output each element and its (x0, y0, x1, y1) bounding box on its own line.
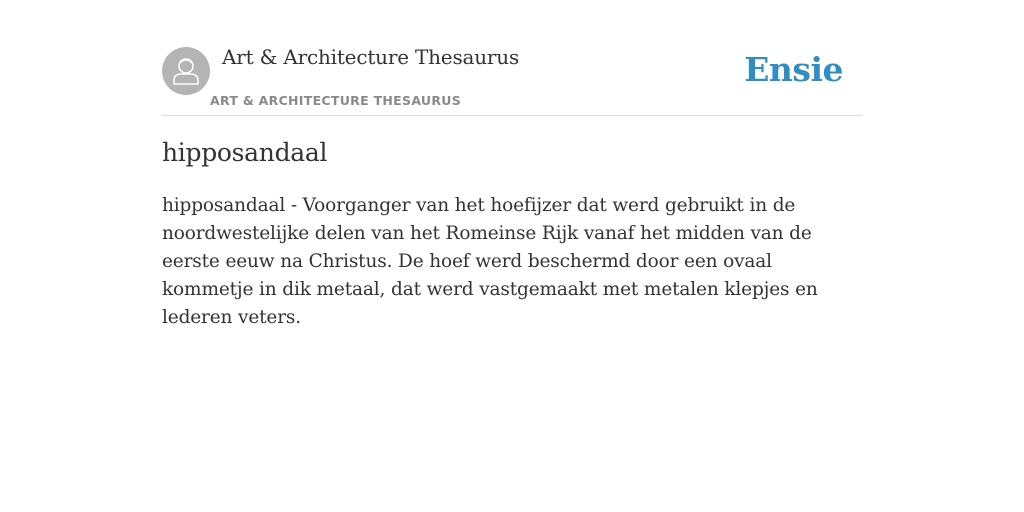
entry-term: hipposandaal (162, 138, 328, 167)
user-icon (162, 47, 210, 95)
avatar[interactable] (162, 47, 210, 95)
header (162, 40, 862, 116)
source-title[interactable]: Art & Architecture Thesaurus (222, 45, 520, 69)
brand-logo[interactable]: Ensie (744, 50, 843, 89)
entry-definition: hipposandaal - Voorganger van het hoefijzer dat werd gebruikt in de noordwestelijke delen van het Romeinse Rijk vanaf het midden van de eerste eeuw na Christus. De hoef werd beschermd door een ovaal kommetje in dik metaal, dat werd vastgemaakt met metalen klepjes en lederen veters. (162, 195, 818, 328)
source-link[interactable]: ART & ARCHITECTURE THESAURUS (210, 93, 462, 108)
